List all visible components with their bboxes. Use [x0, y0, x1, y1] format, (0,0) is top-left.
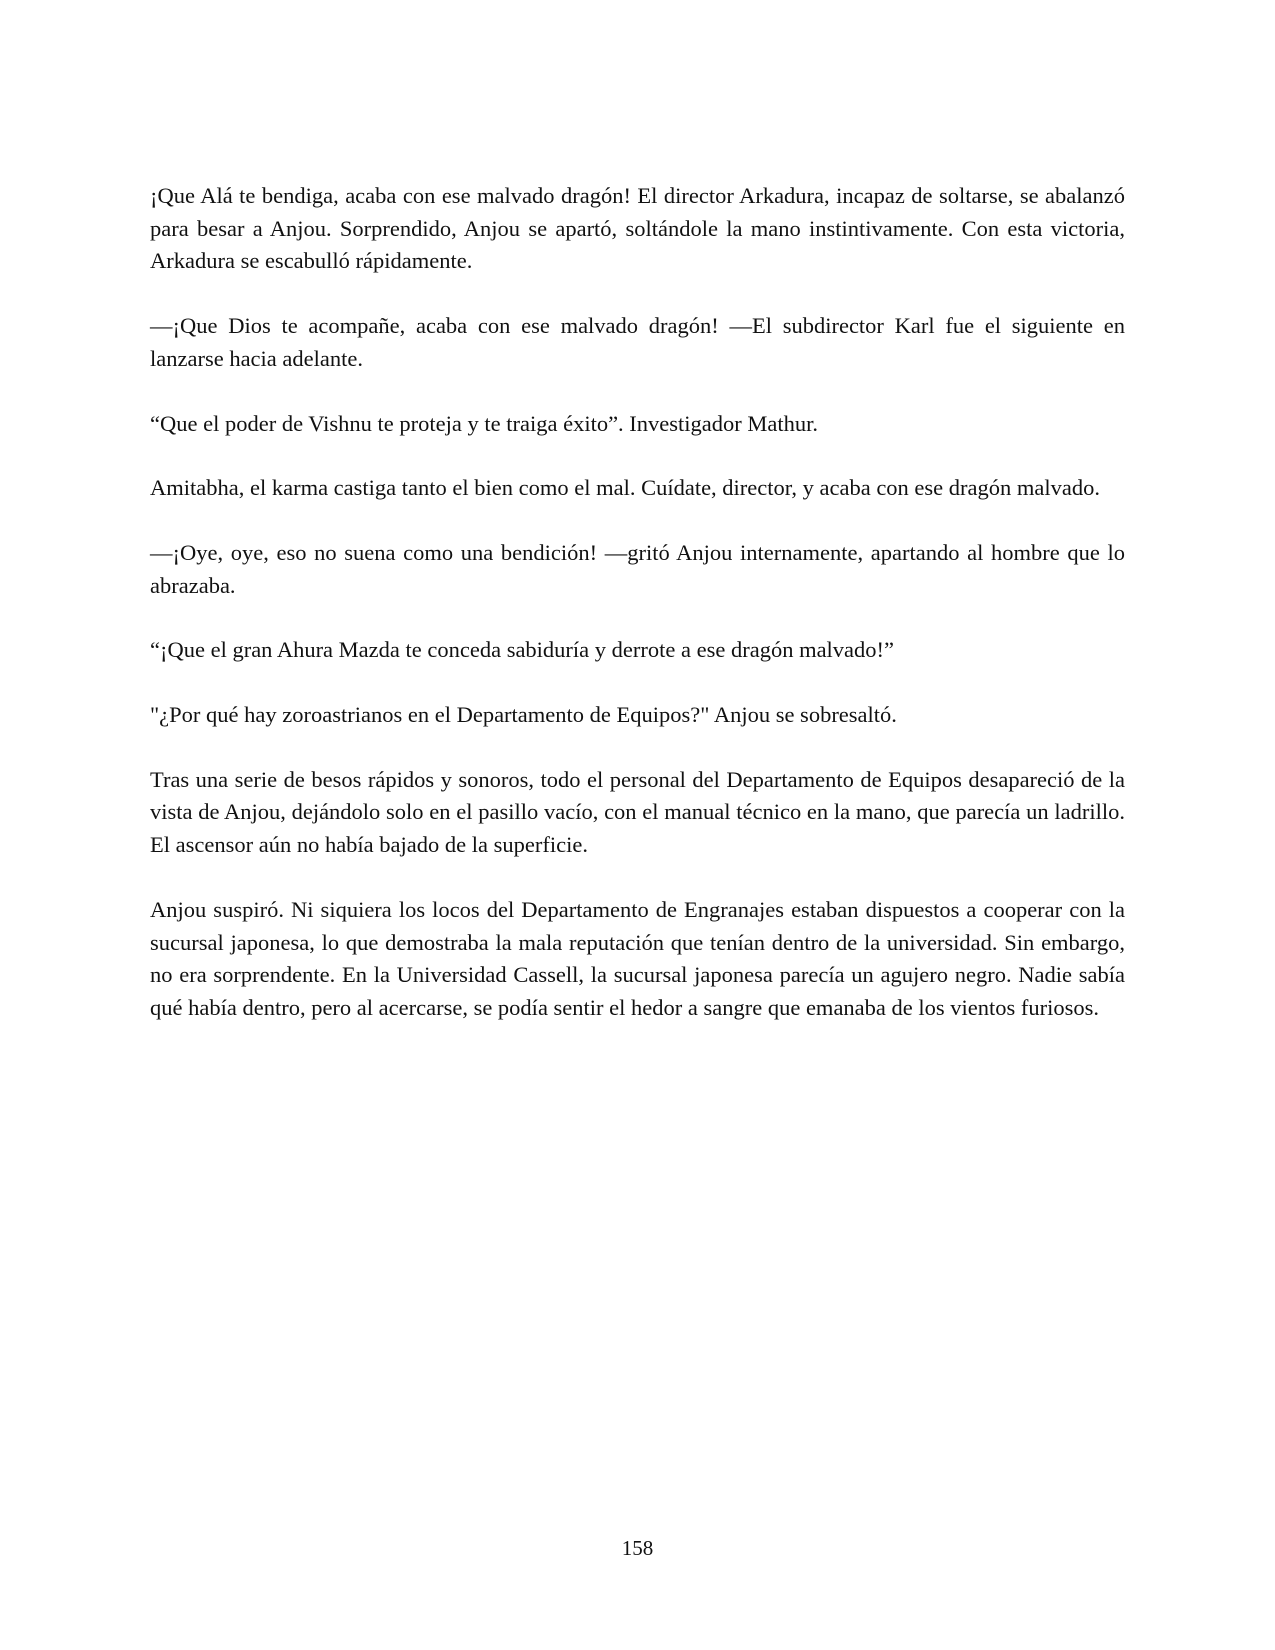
paragraph-2: —¡Que Dios te acompañe, acaba con ese malvado dragón! —El subdirector Karl fue el siguiente en lanzarse hacia adelante.	[150, 313, 1125, 371]
body-text	[150, 180, 1125, 1057]
paragraph-3: “Que el poder de Vishnu te proteja y te traiga éxito”. Investigador Mathur.	[150, 410, 819, 436]
paragraph-5: —¡Oye, oye, eso no suena como una bendición! —gritó Anjou internamente, apartando al hombre que lo abrazaba.	[150, 539, 1125, 598]
page-number: 158	[621, 1536, 654, 1560]
paragraph-1: ¡Que Alá te bendiga, acaba con ese malvado dragón! El director Arkadura, incapaz de soltarse, se abalanzó para besar a Anjou. Sorprendido, Anjou se apartó, soltándole la mano instintivamente. Con esta victoria, Arkadura se escabulló rápidamente.	[150, 183, 1125, 274]
paragraph-6: “¡Que el gran Ahura Mazda te conceda sabiduría y derrote a ese dragón malvado!”	[150, 637, 895, 663]
paragraph-7: "¿Por qué hay zoroastrianos en el Departamento de Equipos?" Anjou se sobresaltó.	[150, 702, 897, 728]
paragraph-4: Amitabha, el karma castiga tanto el bien como el mal. Cuídate, director, y acaba con ese dragón malvado.	[150, 475, 1100, 501]
paragraph-9: Anjou suspiró. Ni siquiera los locos del Departamento de Engranajes estaban dispuestos a cooperar con la sucursal japonesa, lo que demostraba la mala reputación que tenían dentro de la universidad. Sin embargo, no era sorprendente. En la Universidad Cassell, la sucursal japonesa parecía un agujero negro. Nadie sabía qué había dentro, pero al acercarse, se podía sentir el hedor a sangre que emanaba de los vientos furiosos.	[150, 896, 1125, 1020]
paragraph-8: Tras una serie de besos rápidos y sonoros, todo el personal del Departamento de Equipos desapareció de la vista de Anjou, dejándolo solo en el pasillo vacío, con el manual técnico en la mano, que parecía un ladrillo. El ascensor aún no había bajado de la superficie.	[150, 766, 1125, 858]
